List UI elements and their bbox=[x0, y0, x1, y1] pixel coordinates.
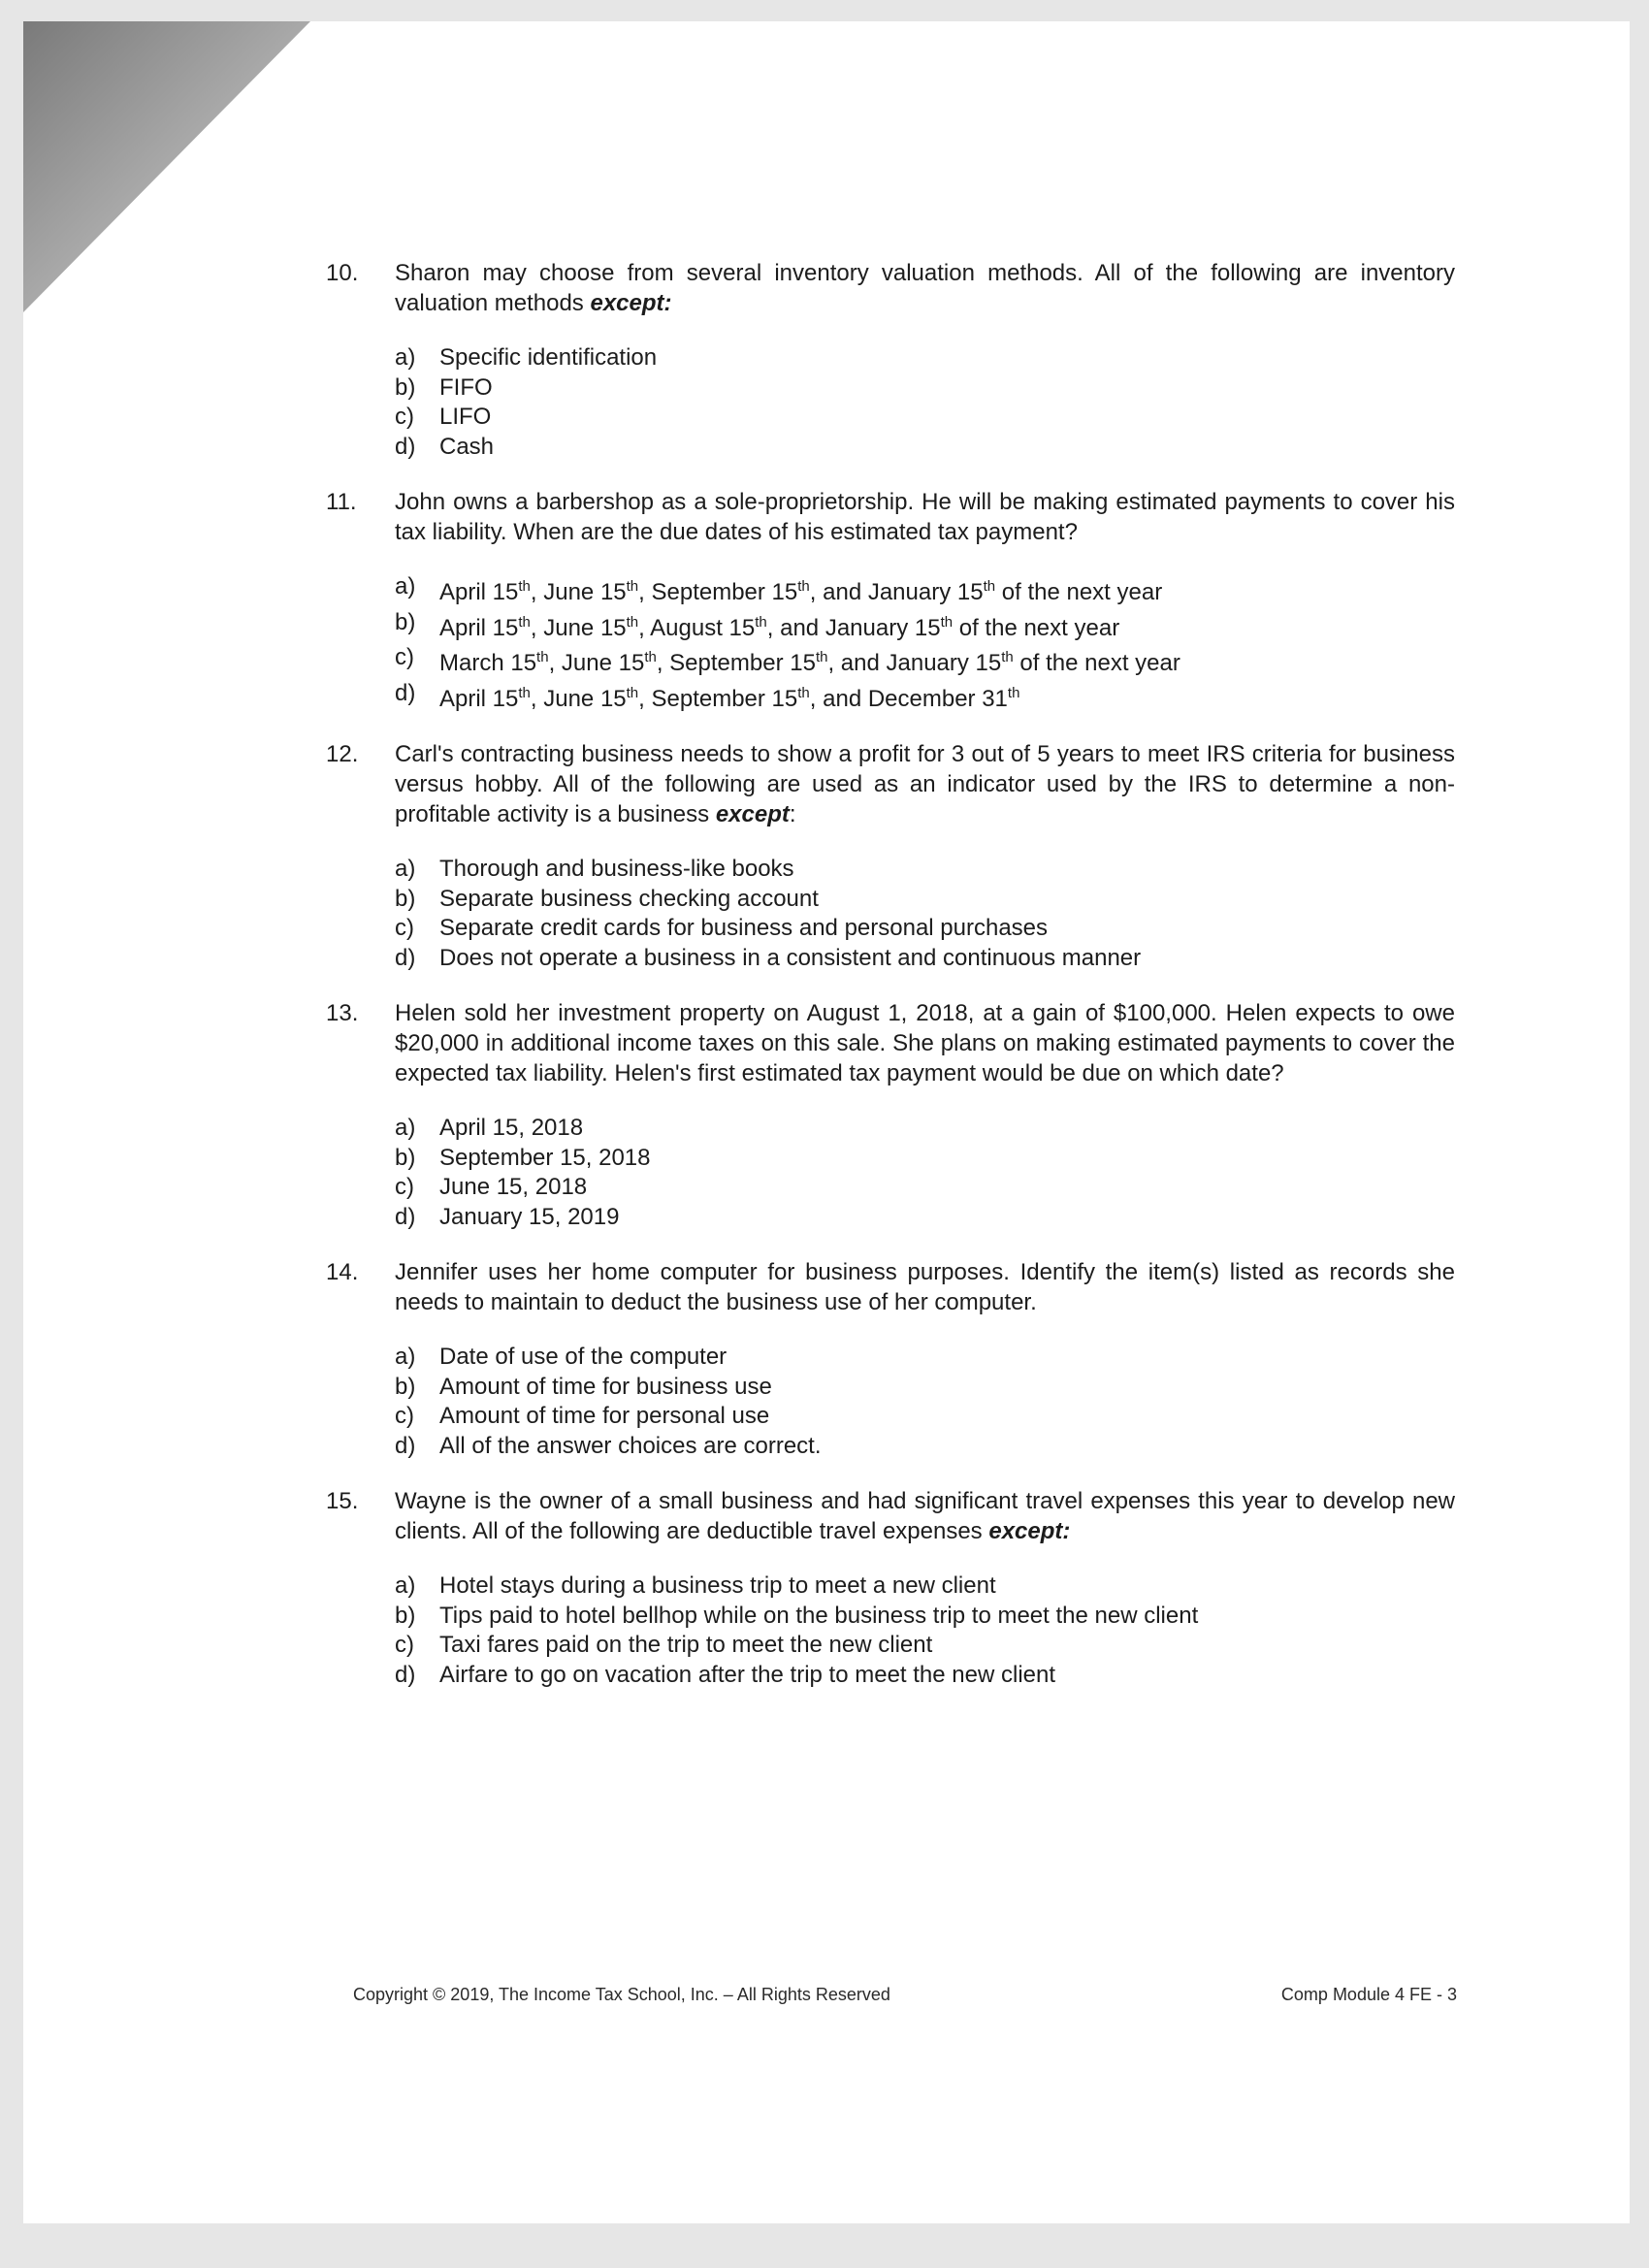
answer-option: b) FIFO bbox=[395, 373, 493, 401]
answer-option: b) September 15, 2018 bbox=[395, 1144, 651, 1171]
question-10 bbox=[326, 258, 1455, 462]
except-emphasis: except: bbox=[988, 1518, 1071, 1544]
question-text: Jennifer uses her home computer for business purposes. Identify the item(s) listed as records she needs to maintain to deduct the business use of her computer. bbox=[395, 1259, 1455, 1315]
except-emphasis: except: bbox=[590, 290, 672, 316]
answer-option: c) March 15th, June 15th, September 15th, and January 15th of the next year bbox=[395, 644, 1180, 676]
page-footer bbox=[353, 1985, 1457, 2005]
question-number: 15. bbox=[326, 1488, 359, 1514]
question-text: Carl's contracting business needs to show a profit for 3 out of 5 years to meet IRS criteria for business versus hobby. All of the following are used as an indicator used by the IRS to determine a non-profitable activity is a business except: bbox=[395, 741, 1455, 827]
answer-options bbox=[395, 855, 1455, 973]
answer-option: d) Airfare to go on vacation after the trip to meet the new client bbox=[395, 1661, 1056, 1688]
answer-option: c) June 15, 2018 bbox=[395, 1174, 588, 1200]
question-text: Helen sold her investment property on August 1, 2018, at a gain of $100,000. Helen expects to owe $20,000 in additional income taxes on this sale. She plans on making estimated payments to cover the expected tax liability. Helen's first estimated tax payment would be due on which date? bbox=[395, 1000, 1455, 1086]
answer-option: c) Taxi fares paid on the trip to meet the new client bbox=[395, 1632, 933, 1658]
answer-options bbox=[395, 1114, 1455, 1232]
question-12 bbox=[326, 739, 1455, 973]
copyright-notice: Copyright © 2019, The Income Tax School, Inc. – All Rights Reserved bbox=[353, 1985, 890, 2004]
answer-options bbox=[395, 572, 1455, 714]
answer-option: a) Date of use of the computer bbox=[395, 1344, 728, 1370]
answer-option: b) Amount of time for business use bbox=[395, 1373, 772, 1400]
answer-option: d) April 15th, June 15th, September 15th, and December 31th bbox=[395, 679, 1020, 712]
question-number: 13. bbox=[326, 1000, 359, 1026]
answer-option: c) Amount of time for personal use bbox=[395, 1403, 770, 1429]
question-number: 10. bbox=[326, 260, 359, 286]
question-list bbox=[326, 258, 1455, 1715]
answer-option: b) April 15th, June 15th, August 15th, and January 15th of the next year bbox=[395, 608, 1120, 641]
question-15 bbox=[326, 1486, 1455, 1690]
page-label: Comp Module 4 FE - 3 bbox=[1280, 1985, 1457, 2004]
question-14 bbox=[326, 1257, 1455, 1461]
question-text: John owns a barbershop as a sole-proprietorship. He will be making estimated payments to cover his tax liability. When are the due dates of his estimated tax payment? bbox=[395, 489, 1455, 545]
question-text: Sharon may choose from several inventory valuation methods. All of the following are inventory valuation methods except: bbox=[395, 260, 1455, 316]
answer-option: a) Specific identification bbox=[395, 344, 658, 371]
answer-option: a) April 15, 2018 bbox=[395, 1115, 584, 1141]
question-13 bbox=[326, 998, 1455, 1232]
except-emphasis: except bbox=[715, 801, 790, 827]
question-11 bbox=[326, 487, 1455, 714]
answer-option: c) LIFO bbox=[395, 404, 492, 430]
question-text: Wayne is the owner of a small business and had significant travel expenses this year to develop new clients. All of the following are deductible travel expenses except: bbox=[395, 1488, 1455, 1544]
answer-option: d) Does not operate a business in a consistent and continuous manner bbox=[395, 944, 1142, 971]
answer-option: b) Tips paid to hotel bellhop while on the business trip to meet the new client bbox=[395, 1602, 1199, 1629]
answer-option: d) Cash bbox=[395, 433, 495, 460]
answer-option: a) Thorough and business-like books bbox=[395, 856, 794, 882]
page-curl-shadow bbox=[23, 21, 334, 351]
answer-options bbox=[395, 1571, 1455, 1690]
question-number: 14. bbox=[326, 1259, 359, 1285]
question-number: 11. bbox=[326, 489, 357, 515]
answer-option: d) All of the answer choices are correct. bbox=[395, 1432, 822, 1459]
answer-option: d) January 15, 2019 bbox=[395, 1203, 620, 1230]
question-number: 12. bbox=[326, 741, 359, 767]
answer-option: a) April 15th, June 15th, September 15th, and January 15th of the next year bbox=[395, 573, 1163, 605]
answer-option: c) Separate credit cards for business and personal purchases bbox=[395, 915, 1049, 941]
answer-option: b) Separate business checking account bbox=[395, 885, 819, 912]
answer-options bbox=[395, 1343, 1455, 1461]
answer-option: a) Hotel stays during a business trip to meet a new client bbox=[395, 1572, 996, 1599]
answer-options bbox=[395, 343, 1455, 462]
